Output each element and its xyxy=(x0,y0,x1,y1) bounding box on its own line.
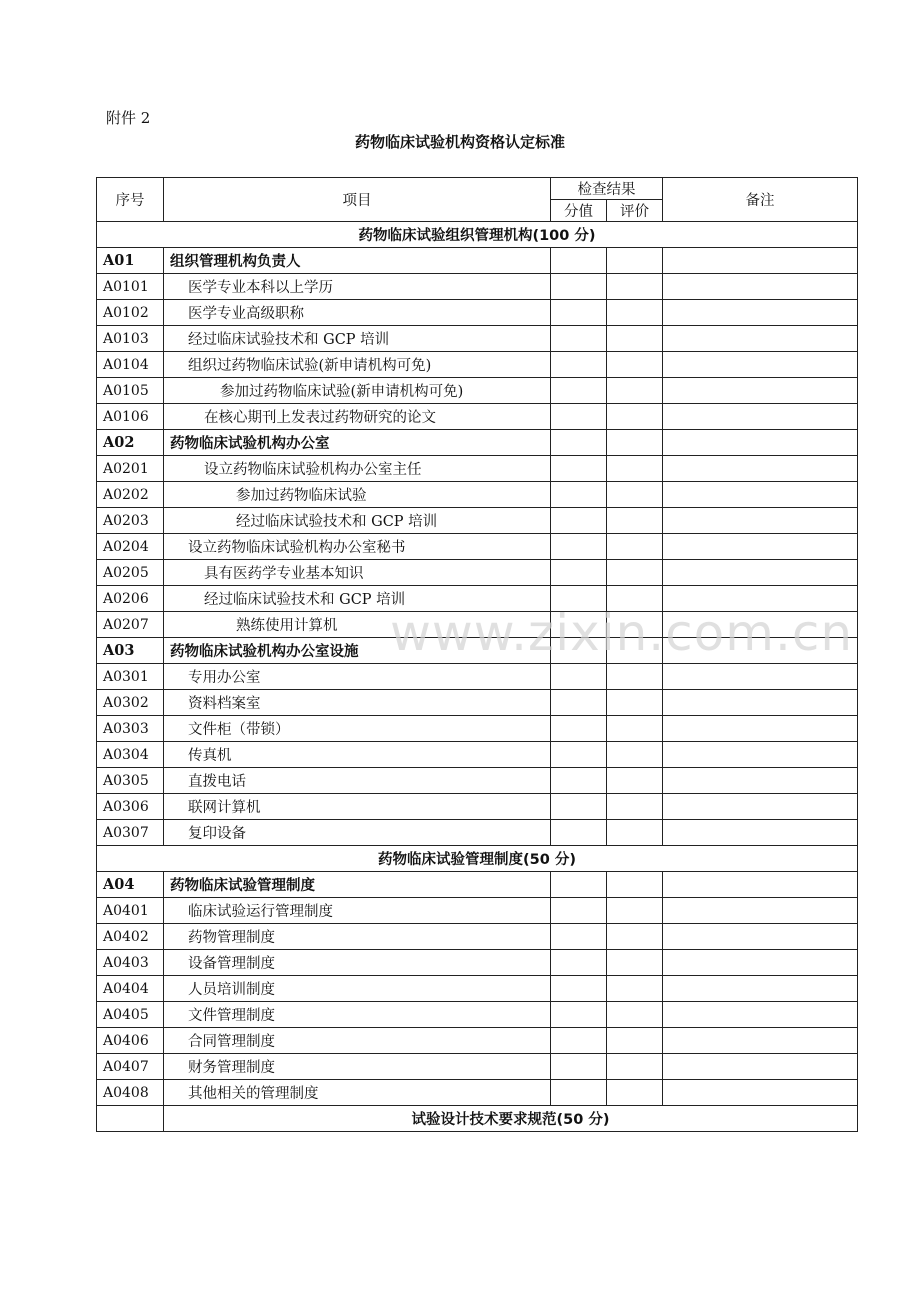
category-code: A04 xyxy=(97,872,164,898)
item-code: A0302 xyxy=(97,690,164,716)
eval-cell[interactable] xyxy=(607,742,663,768)
score-cell[interactable] xyxy=(551,326,607,352)
item-name: 设立药物临床试验机构办公室主任 xyxy=(164,456,551,482)
note-cell[interactable] xyxy=(663,274,858,300)
table-row xyxy=(97,612,858,638)
score-cell[interactable] xyxy=(551,404,607,430)
item-code: A0201 xyxy=(97,456,164,482)
note-cell[interactable] xyxy=(663,1054,858,1080)
header-result: 检查结果 xyxy=(551,178,663,200)
header-score: 分值 xyxy=(551,200,607,222)
item-name: 参加过药物临床试验(新申请机构可免) xyxy=(164,378,551,404)
eval-cell[interactable] xyxy=(607,768,663,794)
item-code: A0303 xyxy=(97,716,164,742)
item-code: A0307 xyxy=(97,820,164,846)
score-cell[interactable] xyxy=(551,482,607,508)
note-cell[interactable] xyxy=(663,612,858,638)
table-row xyxy=(97,1028,858,1054)
score-cell[interactable] xyxy=(551,560,607,586)
note-cell[interactable] xyxy=(663,482,858,508)
eval-cell[interactable] xyxy=(607,690,663,716)
note-cell[interactable] xyxy=(663,300,858,326)
item-name: 经过临床试验技术和 GCP 培训 xyxy=(164,326,551,352)
item-code: A0406 xyxy=(97,1028,164,1054)
item-code: A0202 xyxy=(97,482,164,508)
eval-cell[interactable] xyxy=(607,508,663,534)
table-row xyxy=(97,1054,858,1080)
item-name: 传真机 xyxy=(164,742,551,768)
table-row xyxy=(97,586,858,612)
item-name: 熟练使用计算机 xyxy=(164,612,551,638)
score-cell[interactable] xyxy=(551,534,607,560)
score-cell[interactable] xyxy=(551,950,607,976)
score-cell[interactable] xyxy=(551,274,607,300)
category-name: 药物临床试验机构办公室设施 xyxy=(164,638,551,664)
table-body xyxy=(97,222,858,1132)
item-code: A0306 xyxy=(97,794,164,820)
section-row xyxy=(97,1106,858,1132)
item-code: A0207 xyxy=(97,612,164,638)
table-row xyxy=(97,898,858,924)
table-row xyxy=(97,820,858,846)
score-cell[interactable] xyxy=(551,794,607,820)
score-cell[interactable] xyxy=(551,378,607,404)
watermark: www.zixin.com.cn xyxy=(390,604,854,662)
note-cell[interactable] xyxy=(663,508,858,534)
item-code: A0402 xyxy=(97,924,164,950)
eval-cell[interactable] xyxy=(607,1080,663,1106)
eval-cell[interactable] xyxy=(607,898,663,924)
eval-cell[interactable] xyxy=(607,794,663,820)
table-row xyxy=(97,534,858,560)
eval-cell[interactable] xyxy=(607,482,663,508)
item-code: A0103 xyxy=(97,326,164,352)
score-cell[interactable] xyxy=(551,1054,607,1080)
category-row xyxy=(97,872,858,898)
note-cell[interactable] xyxy=(663,872,858,898)
item-code: A0404 xyxy=(97,976,164,1002)
score-cell[interactable] xyxy=(551,1002,607,1028)
header-item: 项目 xyxy=(164,178,551,222)
table-row xyxy=(97,794,858,820)
note-cell[interactable] xyxy=(663,638,858,664)
eval-cell[interactable] xyxy=(607,1054,663,1080)
item-code: A0203 xyxy=(97,508,164,534)
score-cell[interactable] xyxy=(551,872,607,898)
item-name: 文件柜（带锁） xyxy=(164,716,551,742)
score-cell[interactable] xyxy=(551,638,607,664)
item-name: 具有医药学专业基本知识 xyxy=(164,560,551,586)
note-cell[interactable] xyxy=(663,768,858,794)
eval-cell[interactable] xyxy=(607,404,663,430)
table-row xyxy=(97,768,858,794)
note-cell[interactable] xyxy=(663,976,858,1002)
table-row xyxy=(97,664,858,690)
category-code: A03 xyxy=(97,638,164,664)
item-name: 医学专业高级职称 xyxy=(164,300,551,326)
score-cell[interactable] xyxy=(551,456,607,482)
section-row xyxy=(97,846,858,872)
note-cell[interactable] xyxy=(663,924,858,950)
item-code: A0105 xyxy=(97,378,164,404)
category-code: A02 xyxy=(97,430,164,456)
table-row xyxy=(97,352,858,378)
eval-cell[interactable] xyxy=(607,950,663,976)
note-cell[interactable] xyxy=(663,664,858,690)
table-row xyxy=(97,456,858,482)
score-cell[interactable] xyxy=(551,820,607,846)
note-cell[interactable] xyxy=(663,534,858,560)
item-code: A0206 xyxy=(97,586,164,612)
eval-cell[interactable] xyxy=(607,248,663,274)
section-title: 药物临床试验组织管理机构(100 分) xyxy=(97,222,858,248)
note-cell[interactable] xyxy=(663,690,858,716)
note-cell[interactable] xyxy=(663,586,858,612)
item-name: 人员培训制度 xyxy=(164,976,551,1002)
score-cell[interactable] xyxy=(551,586,607,612)
table-row xyxy=(97,716,858,742)
table-row xyxy=(97,274,858,300)
standards-table xyxy=(96,177,858,1132)
item-code: A0408 xyxy=(97,1080,164,1106)
item-code: A0102 xyxy=(97,300,164,326)
item-name: 在核心期刊上发表过药物研究的论文 xyxy=(164,404,551,430)
score-cell[interactable] xyxy=(551,248,607,274)
score-cell[interactable] xyxy=(551,300,607,326)
note-cell[interactable] xyxy=(663,820,858,846)
score-cell[interactable] xyxy=(551,742,607,768)
table-row xyxy=(97,950,858,976)
score-cell[interactable] xyxy=(551,690,607,716)
eval-cell[interactable] xyxy=(607,872,663,898)
table-row xyxy=(97,1002,858,1028)
eval-cell[interactable] xyxy=(607,924,663,950)
score-cell[interactable] xyxy=(551,1080,607,1106)
category-name: 药物临床试验管理制度 xyxy=(164,872,551,898)
table-row xyxy=(97,404,858,430)
header-note: 备注 xyxy=(663,178,858,222)
item-name: 经过临床试验技术和 GCP 培训 xyxy=(164,508,551,534)
note-cell[interactable] xyxy=(663,742,858,768)
section-seq-cell xyxy=(97,1106,164,1132)
note-cell[interactable] xyxy=(663,898,858,924)
eval-cell[interactable] xyxy=(607,300,663,326)
note-cell[interactable] xyxy=(663,248,858,274)
item-code: A0407 xyxy=(97,1054,164,1080)
item-name: 组织过药物临床试验(新申请机构可免) xyxy=(164,352,551,378)
eval-cell[interactable] xyxy=(607,378,663,404)
item-code: A0106 xyxy=(97,404,164,430)
item-name: 设备管理制度 xyxy=(164,950,551,976)
score-cell[interactable] xyxy=(551,430,607,456)
note-cell[interactable] xyxy=(663,326,858,352)
eval-cell[interactable] xyxy=(607,612,663,638)
eval-cell[interactable] xyxy=(607,586,663,612)
note-cell[interactable] xyxy=(663,560,858,586)
item-name: 其他相关的管理制度 xyxy=(164,1080,551,1106)
eval-cell[interactable] xyxy=(607,534,663,560)
eval-cell[interactable] xyxy=(607,1028,663,1054)
category-name: 组织管理机构负责人 xyxy=(164,248,551,274)
category-row xyxy=(97,430,858,456)
eval-cell[interactable] xyxy=(607,976,663,1002)
item-name: 合同管理制度 xyxy=(164,1028,551,1054)
item-name: 药物管理制度 xyxy=(164,924,551,950)
score-cell[interactable] xyxy=(551,664,607,690)
note-cell[interactable] xyxy=(663,950,858,976)
item-code: A0405 xyxy=(97,1002,164,1028)
category-name: 药物临床试验机构办公室 xyxy=(164,430,551,456)
table-row xyxy=(97,1080,858,1106)
item-name: 医学专业本科以上学历 xyxy=(164,274,551,300)
score-cell[interactable] xyxy=(551,716,607,742)
item-name: 复印设备 xyxy=(164,820,551,846)
item-code: A0101 xyxy=(97,274,164,300)
table-row xyxy=(97,742,858,768)
score-cell[interactable] xyxy=(551,924,607,950)
table-row xyxy=(97,976,858,1002)
table-row xyxy=(97,560,858,586)
eval-cell[interactable] xyxy=(607,560,663,586)
score-cell[interactable] xyxy=(551,1028,607,1054)
eval-cell[interactable] xyxy=(607,430,663,456)
item-name: 直拨电话 xyxy=(164,768,551,794)
score-cell[interactable] xyxy=(551,508,607,534)
table-row xyxy=(97,300,858,326)
eval-cell[interactable] xyxy=(607,1002,663,1028)
note-cell[interactable] xyxy=(663,1002,858,1028)
score-cell[interactable] xyxy=(551,976,607,1002)
header-seq: 序号 xyxy=(97,178,164,222)
section-row xyxy=(97,222,858,248)
score-cell[interactable] xyxy=(551,352,607,378)
item-name: 设立药物临床试验机构办公室秘书 xyxy=(164,534,551,560)
item-code: A0401 xyxy=(97,898,164,924)
item-name: 临床试验运行管理制度 xyxy=(164,898,551,924)
note-cell[interactable] xyxy=(663,378,858,404)
category-row xyxy=(97,638,858,664)
item-code: A0205 xyxy=(97,560,164,586)
item-code: A0104 xyxy=(97,352,164,378)
item-name: 文件管理制度 xyxy=(164,1002,551,1028)
note-cell[interactable] xyxy=(663,716,858,742)
category-row xyxy=(97,248,858,274)
item-name: 专用办公室 xyxy=(164,664,551,690)
table-row xyxy=(97,690,858,716)
item-code: A0301 xyxy=(97,664,164,690)
eval-cell[interactable] xyxy=(607,352,663,378)
eval-cell[interactable] xyxy=(607,716,663,742)
eval-cell[interactable] xyxy=(607,326,663,352)
item-code: A0304 xyxy=(97,742,164,768)
table-row xyxy=(97,508,858,534)
table-row xyxy=(97,482,858,508)
header-eval: 评价 xyxy=(607,200,663,222)
score-cell[interactable] xyxy=(551,768,607,794)
attachment-label: 附件 2 xyxy=(106,109,151,127)
section-title: 试验设计技术要求规范(50 分) xyxy=(164,1106,858,1132)
score-cell[interactable] xyxy=(551,612,607,638)
item-name: 资料档案室 xyxy=(164,690,551,716)
item-name: 财务管理制度 xyxy=(164,1054,551,1080)
note-cell[interactable] xyxy=(663,1028,858,1054)
note-cell[interactable] xyxy=(663,794,858,820)
item-code: A0305 xyxy=(97,768,164,794)
eval-cell[interactable] xyxy=(607,638,663,664)
table-row xyxy=(97,924,858,950)
section-title: 药物临床试验管理制度(50 分) xyxy=(97,846,858,872)
item-code: A0403 xyxy=(97,950,164,976)
item-code: A0204 xyxy=(97,534,164,560)
eval-cell[interactable] xyxy=(607,820,663,846)
note-cell[interactable] xyxy=(663,404,858,430)
table-row xyxy=(97,326,858,352)
item-name: 联网计算机 xyxy=(164,794,551,820)
note-cell[interactable] xyxy=(663,1080,858,1106)
eval-cell[interactable] xyxy=(607,274,663,300)
category-code: A01 xyxy=(97,248,164,274)
item-name: 参加过药物临床试验 xyxy=(164,482,551,508)
note-cell[interactable] xyxy=(663,430,858,456)
note-cell[interactable] xyxy=(663,456,858,482)
score-cell[interactable] xyxy=(551,898,607,924)
item-name: 经过临床试验技术和 GCP 培训 xyxy=(164,586,551,612)
eval-cell[interactable] xyxy=(607,456,663,482)
table-row xyxy=(97,378,858,404)
eval-cell[interactable] xyxy=(607,664,663,690)
document-title: 药物临床试验机构资格认定标准 xyxy=(354,133,565,151)
note-cell[interactable] xyxy=(663,352,858,378)
